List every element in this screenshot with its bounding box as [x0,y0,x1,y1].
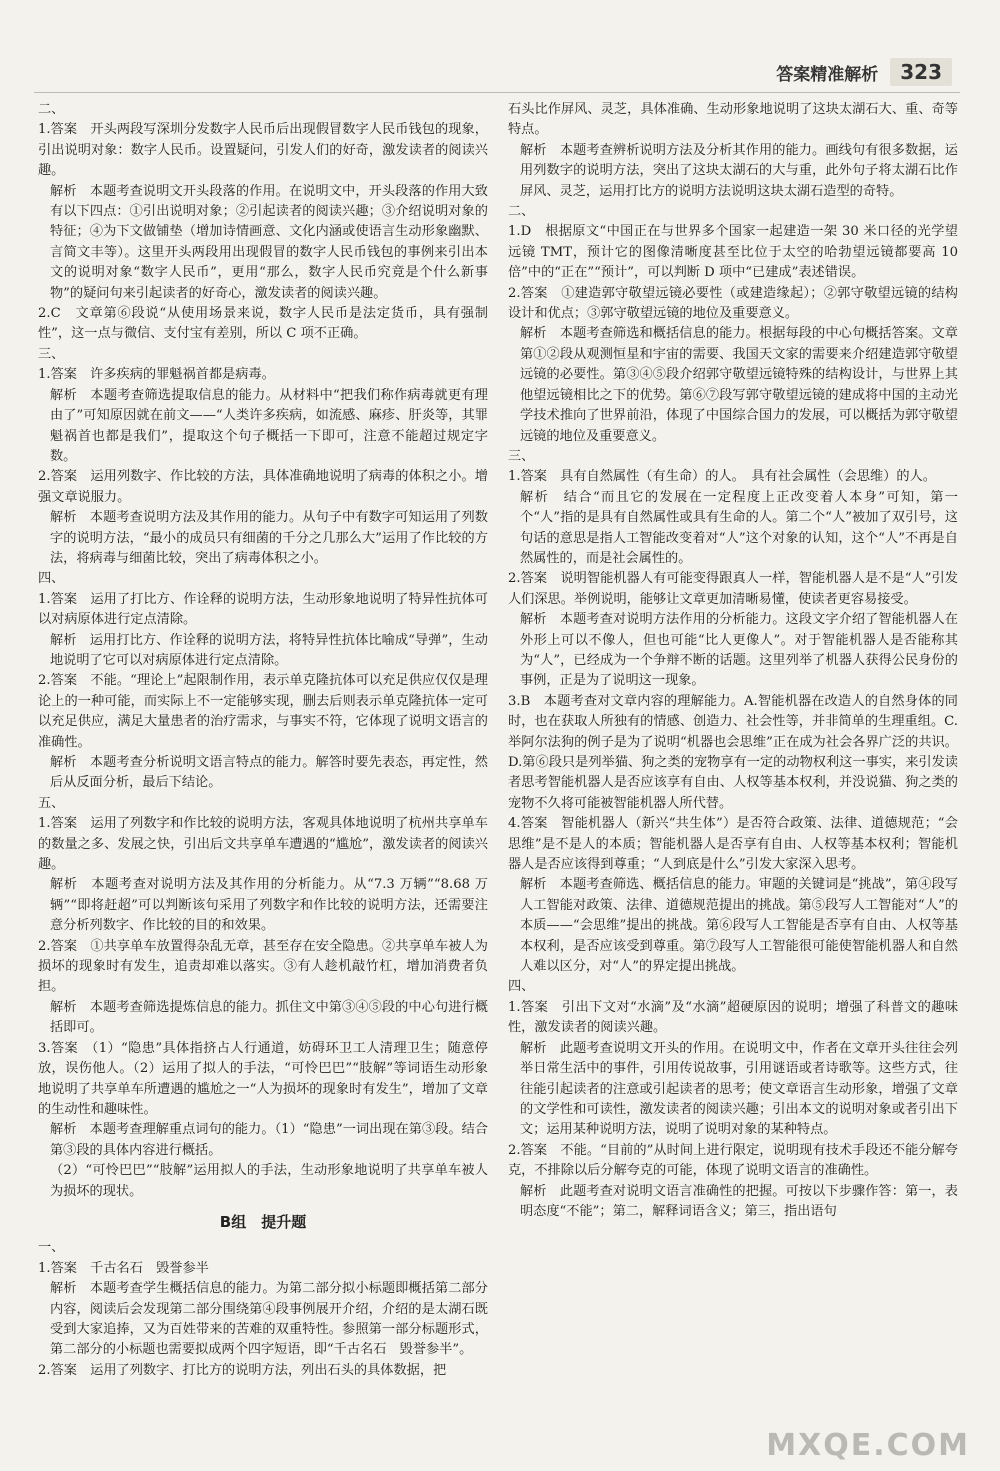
answer-paragraph: 1.答案 千古名石 毁誉参半 [38,1260,209,1276]
answer-paragraph: 2.答案 ①共享单车放置得杂乱无章，甚至存在安全隐患。②共享单车被人为损坏的现象时有发生，追责却难以落实。③有人趁机敲竹杠，增加消费者负担。 [38,938,488,995]
answer-paragraph: 石头比作屏风、灵芝，具体准确、生动形象地说明了这块太湖石大、重、奇等特点。 [508,102,958,138]
analysis-paragraph: 解析 本题考查说明文开头段落的作用。在说明文中，开头段落的作用大致有以下四点：①引出说明对象；②引起读者的阅读兴趣；③介绍说明对象的特征；④为下文做铺垫（增加诗情画意、文化内涵或使语言生动形象幽默、言简文丰等）。这里开头两段用出现假冒的数字人民币钱包的事例来引出本文的说明对象“数字人民币”，更用“那么，数字人民币究竟是个什么新事物”的疑问句来引起读者的好奇心，激发读者的阅读兴趣。 [50,183,488,301]
section-heading: 二、 [508,204,535,220]
header-divider [34,92,960,93]
section-heading: 四、 [38,571,65,587]
analysis-paragraph: 解析 此题考查说明文开头的作用。在说明文中，作者在文章开头往往会列举日常生活中的事件，引用传说故事，引用谜语或者诗歌等。这些方式，往往能引起读者的注意或引起读者的思考；使文章语言生动形象，增强了文章的文学性和可读性，激发读者的阅读兴趣；引出本文的说明对象或者引出下文；运用某种说明方法，说明了说明对象的某种特点。 [520,1040,958,1138]
analysis-paragraph: 解析 本题考查筛选提取信息的能力。从材料中“把我们称作病毒就更有理由了”可知原因就在前文——“人类许多疾病，如流感、麻疹、肝炎等，其罪魁祸首也都是我们”，提取这个句子概括一下即可，注意不能超过规定字数。 [50,387,488,464]
section-heading: 三、 [38,346,65,362]
section-heading: 四、 [508,979,535,995]
watermark: MXQE.COM [766,1428,970,1463]
analysis-paragraph: 解析 本题考查辨析说明方法及分析其作用的能力。画线句有很多数据，运用列数字的说明方法，突出了这块太湖石的大与重，此外句子将太湖石比作屏风、灵芝，运用打比方的说明方法说明这块太湖石造型的奇特。 [520,142,958,199]
answer-paragraph: 2.答案 不能。“理论上”起限制作用，表示单克隆抗体可以充足供应仅仅是理论上的一种可能，而实际上不一定能够实现，删去后则表示单克隆抗体一定可以充足供应，满足大量患者的治疗需求，与事实不符，它体现了说明文语言的准确性。 [38,673,488,750]
analysis-paragraph: 解析 本题考查说明方法及其作用的能力。从句子中有数字可知运用了列数字的说明方法，“最小的成员只有细菌的千分之几那么大”运用了作比较的方法，将病毒与细菌比较，突出了病毒体积之小。 [50,510,488,566]
answer-paragraph: 2.答案 不能。“目前的”从时间上进行限定，说明现有技术手段还不能分解夸克，不排除以后分解夸克的可能，体现了说明文语言的准确性。 [508,1142,958,1179]
analysis-paragraph: 解析 本题考查对说明方法作用的分析能力。这段文字介绍了智能机器人在外形上可以不像人，但也可能“比人更像人”。对于智能机器人是否能称其为“人”，已经成为一个争辩不断的话题。这里列举了机器人获得公民身份的事例，正是为了说明这一现象。 [520,612,958,689]
answer-paragraph: 1.答案 运用了列数字和作比较的说明方法，客观具体地说明了杭州共享单车的数量之多、发展之快，引出后文共享单车遭遇的“尴尬”，激发读者的阅读兴趣。 [38,816,488,873]
analysis-paragraph: 解析 运用打比方、作诠释的说明方法，将特异性抗体比喻成“导弹”，生动地说明了它可以对病原体进行定点清除。 [50,632,488,668]
answer-paragraph: 2.答案 说明智能机器人有可能变得跟真人一样，智能机器人是不是“人”引发人们深思。举例说明，能够让文章更加清晰易懂，使读者更容易接受。 [508,571,958,607]
group-heading: B组 提升题 [219,1212,307,1231]
analysis-paragraph: （2）“可怜巴巴”“肢解”运用拟人的手法，生动形象地说明了共享单车被人为损坏的现状。 [50,1163,488,1199]
right-column [508,100,958,1222]
section-heading: 二、 [38,102,65,117]
analysis-paragraph: 解析 结合“而且它的发展在一定程度上正改变着人本身”可知，第一个“人”指的是具有自然属性或具有生命的人。第二个“人”被加了双引号，这句话的意思是指人工智能改变着对“人”这个对象的认知，这个“人”不再是自然属性的，而是社会属性的。 [520,489,958,566]
analysis-paragraph: 解析 本题考查筛选、概括信息的能力。审题的关键词是“挑战”，第④段写人工智能对政策、法律、道德规范提出的挑战。第⑤段写人工智能对“人”的本质——“会思维”提出的挑战。第⑥段写人工智能是否享有自由、人权等基本权利，是否应该受到尊重。第⑦段写人工智能很可能使智能机器人和自然人难以区分，对“人”的界定提出挑战。 [520,877,958,975]
answer-paragraph: 1.答案 开头两段写深圳分发数字人民币后出现假冒数字人民币钱包的现象，引出说明对象：数字人民币。设置疑问，引发人们的好奇，激发读者的阅读兴趣。 [38,122,488,179]
answer-paragraph: 2.答案 运用了列数字、打比方的说明方法，列出石头的具体数据，把 [38,1362,447,1378]
answer-paragraph: 3.B 本题考查对文章内容的理解能力。A.智能机器在改造人的自然身体的同时，也在获取人所独有的情感、创造力、社会性等，并非简单的生理重组。C.举阿尔法狗的例子是为了说明“机器也会思维”正在成为社会各界广泛的共识。D.第⑥段只是列举猫、狗之类的宠物享有一定的动物权利这一事实，来引发读者思考智能机器人是否应该享有自由、人权等基本权利，并没说猫、狗之类的宠物不久将可能被智能机器人所代替。 [508,693,958,811]
answer-paragraph: 2.答案 运用列数字、作比较的方法，具体准确地说明了病毒的体积之小。增强文章说服力。 [38,469,488,505]
header-title: 答案精准解析 [776,64,879,85]
page-number: 323 [890,58,952,86]
answer-paragraph: 1.答案 引出下文对“水滴”及“水滴”超硬原因的说明；增强了科普文的趣味性，激发读者的阅读兴趣。 [508,999,958,1036]
answer-paragraph: 1.答案 许多疾病的罪魁祸首都是病毒。 [38,367,275,383]
answer-paragraph: 2.答案 ①建造郭守敬望远镜必要性（或建造缘起）；②郭守敬望远镜的结构设计和优点；③郭守敬望远镜的地位及重要意义。 [508,285,958,322]
answer-paragraph: 1.答案 具有自然属性（有生命）的人。 具有社会属性（会思维）的人。 [508,469,936,485]
answer-paragraph: 3.答案 （1）“隐患”具体指挤占人行通道，妨碍环卫工人清理卫生；随意停放，误伤他人。（2）运用了拟人的手法，“可怜巴巴”“肢解”等词语生动形象地说明了共享单车所遭遇的尴尬之一“人为损坏的现象时有发生”，增加了文章的生动性和趣味性。 [38,1040,488,1117]
section-heading: 一、 [38,1240,65,1256]
page-header [776,56,952,88]
analysis-paragraph: 解析 本题考查分析说明文语言特点的能力。解答时要先表态，再定性，然后从反面分析，最后下结论。 [50,755,488,791]
answer-paragraph: 1.D 根据原文“中国正在与世界多个国家一起建造一架 30 米口径的光学望远镜 TMT，预计它的图像清晰度甚至比位于太空的哈勃望远镜都要高 10 倍”中的“正在”“预计”，可以判断 D 项中“已建成”表述错误。 [508,224,958,281]
analysis-paragraph: 解析 本题考查理解重点词句的能力。（1）“隐患”一词出现在第③段。结合第③段的具体内容进行概括。 [50,1122,488,1158]
analysis-paragraph: 解析 此题考查对说明文语言准确性的把握。可按以下步骤作答：第一，表明态度“不能”；第二，解释词语含义；第三，指出语句 [520,1183,958,1219]
analysis-paragraph: 解析 本题考查筛选提炼信息的能力。抓住文中第③④⑤段的中心句进行概括即可。 [50,999,488,1036]
analysis-paragraph: 解析 本题考查学生概括信息的能力。为第二部分拟小标题即概括第二部分内容，阅读后会发现第二部分围绕第④段事例展开介绍，介绍的是太湖石既受到大家追捧，又为百姓带来的苦难的双重特性。参照第一部分标题形式，第二部分的小标题也需要拟成两个四字短语，即“千古名石 毁誉参半”。 [50,1281,488,1358]
analysis-paragraph: 解析 本题考查筛选和概括信息的能力。根据每段的中心句概括答案。文章第①②段从观测恒星和宇宙的需要、我国天文家的需要来介绍建造郭守敬望远镜的必要性。第③④⑤段介绍郭守敬望远镜特殊的结构设计，与世界上其他望远镜相比之下的优势。第⑥⑦段写郭守敬望远镜的建成将中国的主动光学技术推向了世界前沿，体现了中国综合国力的发展，可以概括为郭守敬望远镜的地位及重要意义。 [520,326,958,444]
analysis-paragraph: 解析 本题考查对说明方法及其作用的分析能力。从“7.3 万辆”“8.68 万辆”“即将赶超”可以判断该句采用了列数字和作比较的说明方法，还需要注意分析列数字、作比较的目的和效果。 [50,877,488,934]
answer-paragraph: 1.答案 运用了打比方、作诠释的说明方法，生动形象地说明了特异性抗体可以对病原体进行定点清除。 [38,591,488,628]
section-heading: 五、 [38,795,65,811]
section-heading: 三、 [508,448,535,464]
answer-paragraph: 2.C 文章第⑥段说“从使用场景来说，数字人民币是法定货币，具有强制性”，这一点与微信、支付宝有差别，所以 C 项不正确。 [38,306,488,342]
left-column [38,100,488,1381]
answer-paragraph: 4.答案 智能机器人（新兴“共生体”）是否符合政策、法律、道德规范；“会思维”是不是人的本质；智能机器人是否享有自由、人权等基本权利；智能机器人是否应该得到尊重；“人到底是什么”引发大家深入思考。 [508,816,958,873]
